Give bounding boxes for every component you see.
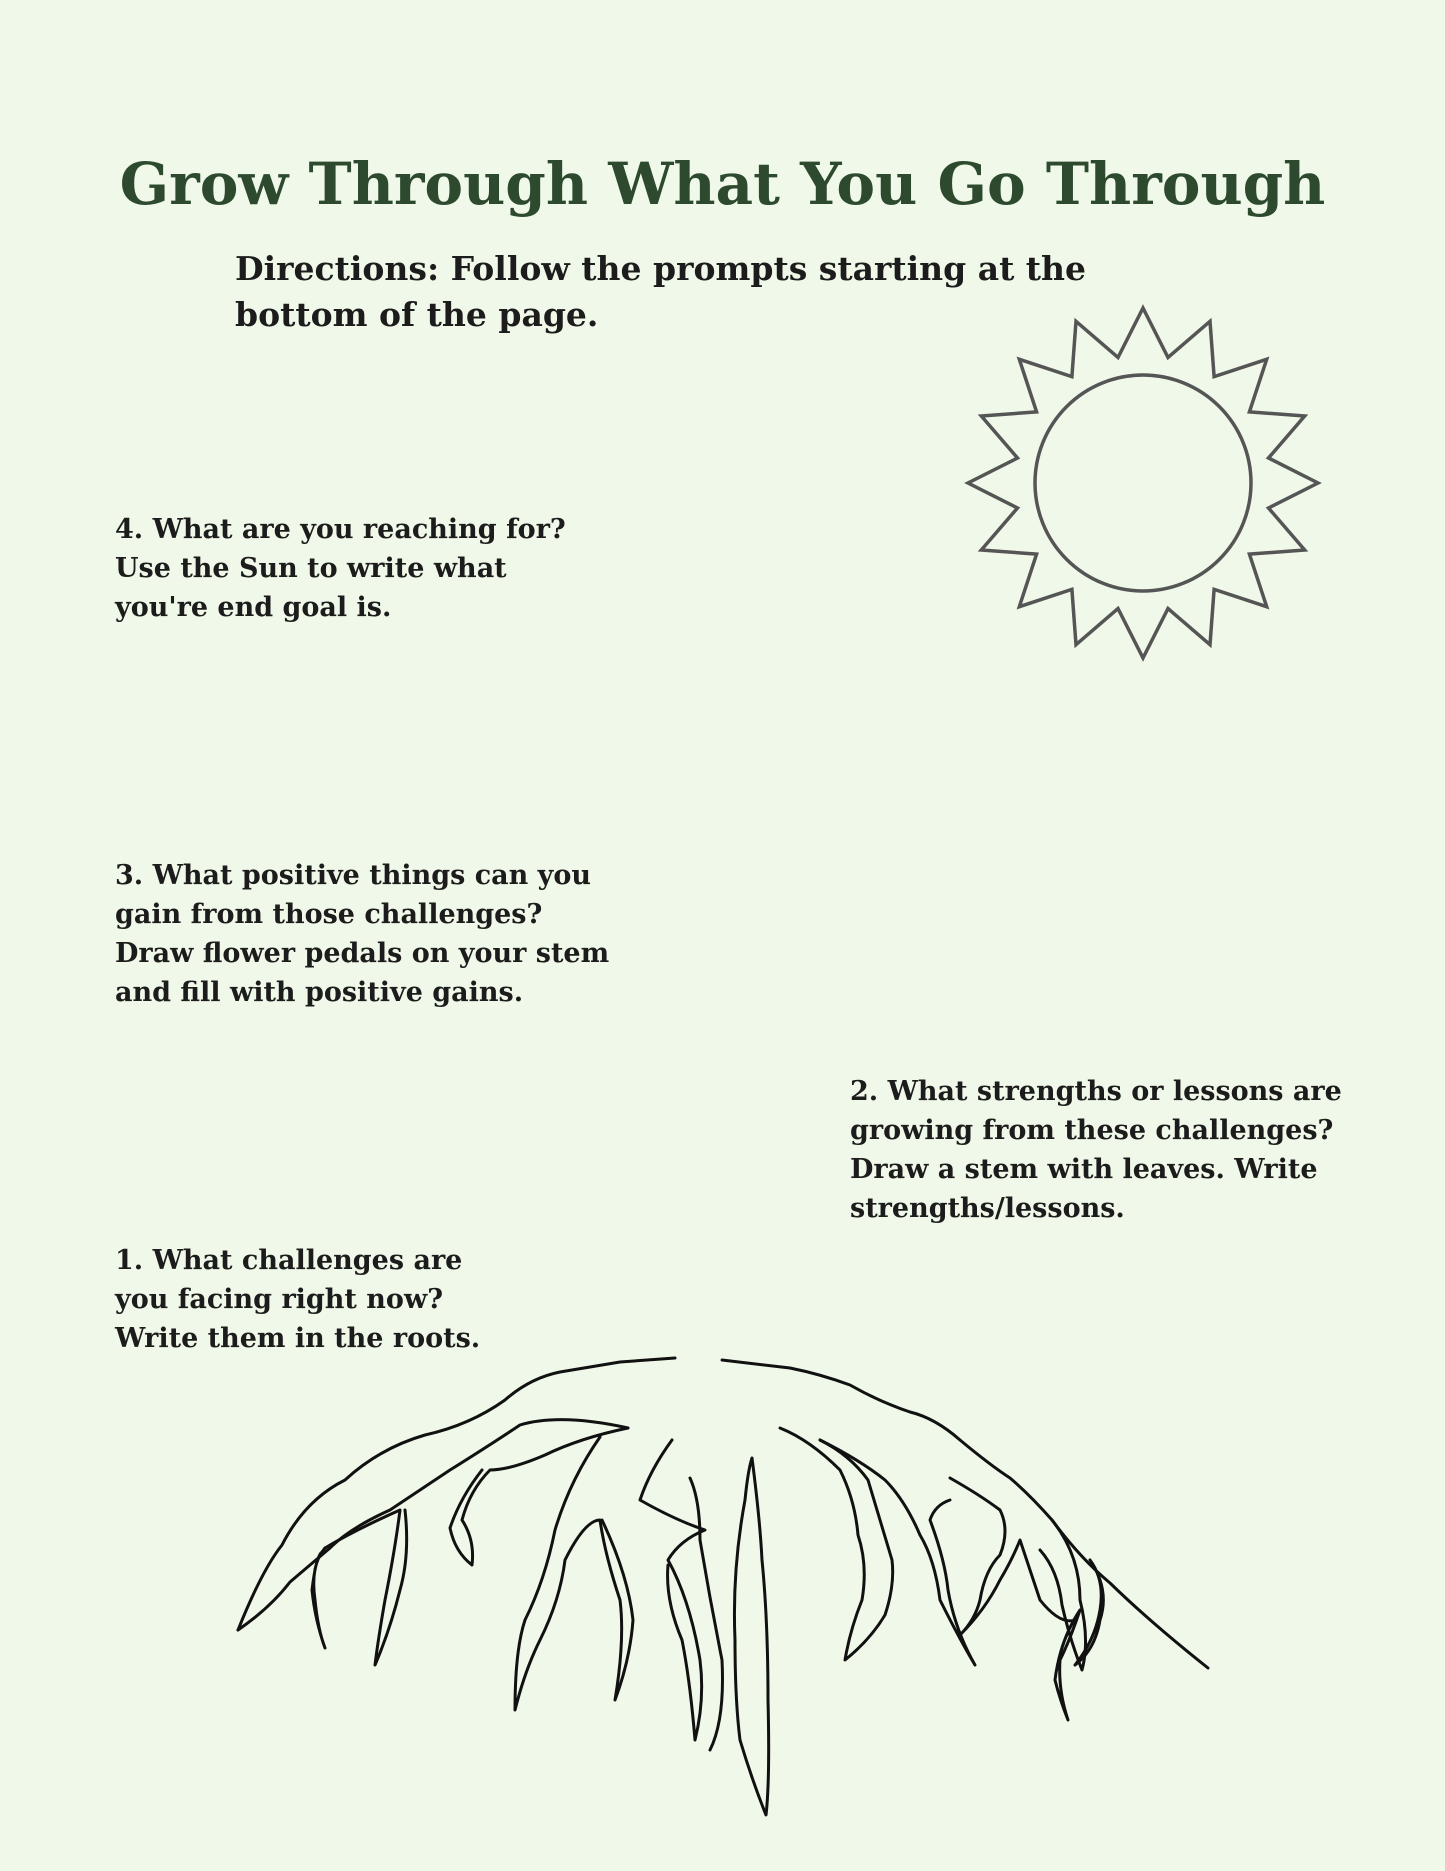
prompt-3-positive-gains: 3. What positive things can you gain from those challenges? Draw flower pedals on your stem and fill with positive gains. bbox=[115, 860, 610, 1008]
root-right-3 bbox=[950, 1478, 1075, 1635]
root-left-3 bbox=[515, 1437, 633, 1710]
root-center-left bbox=[640, 1440, 705, 1740]
prompt-1-challenges: 1. What challenges are you facing right now? Write them in the roots. bbox=[115, 1245, 481, 1354]
root-top-left bbox=[238, 1358, 675, 1630]
prompt-2-strengths-lessons: 2. What strengths or lessons are growing from these challenges? Draw a stem with leaves. Write strengths/lessons. bbox=[850, 1076, 1342, 1224]
root-right-1 bbox=[780, 1428, 893, 1660]
root-left-2 bbox=[450, 1428, 628, 1565]
root-far-left bbox=[238, 1420, 628, 1630]
prompt-4-reaching-for: 4. What are you reaching for? Use the Sun to write what you're end goal is. bbox=[115, 514, 566, 623]
root-top-right bbox=[722, 1360, 1208, 1668]
page-title: Grow Through What You Go Through bbox=[119, 150, 1326, 218]
root-left-1b bbox=[325, 1510, 407, 1665]
root-center-branch bbox=[690, 1478, 723, 1750]
root-center bbox=[734, 1458, 768, 1815]
directions-text: Directions: Follow the prompts starting at the bottom of the page. bbox=[235, 249, 1087, 334]
